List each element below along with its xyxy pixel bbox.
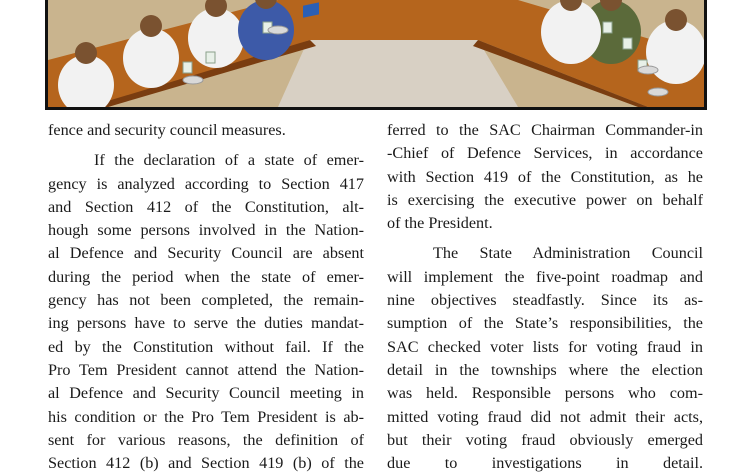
text-line: is exercising the executive power on behalf [387, 190, 703, 209]
text-line: but their voting fraud obviously emerged [387, 430, 703, 449]
text-line: due to investigations in detail. [387, 454, 703, 473]
text-line: and Section 412 of the Constitution, alt- [48, 197, 364, 216]
photo-person-right-head [665, 9, 687, 31]
photo-cup [183, 62, 192, 73]
paragraph-sac-roadmap [387, 242, 703, 475]
paragraph-continuation [48, 119, 364, 142]
text-line: Pro Tem President cannot attend the Nation- [48, 360, 364, 379]
photo-cup [623, 38, 632, 49]
text-line: sumption of the State’s responsibilities, the [387, 314, 703, 333]
text-line: was held. Responsible persons who com- [387, 384, 703, 403]
meeting-photo-icon [48, 0, 704, 107]
text-line: gency has not been completed, the remain- [48, 291, 364, 310]
right-column [387, 119, 703, 475]
text-line: ferred to the SAC Chairman Commander-in [387, 121, 703, 139]
text-line: al Defence and Security Council are absent [48, 244, 364, 263]
text-line: fence and security council measures. [48, 121, 286, 139]
text-line: his condition or the Pro Tem President is ab- [48, 407, 364, 426]
text-line: mitted voting fraud did not admit their acts, [387, 407, 703, 426]
text-line: sent for various reasons, the definition of [48, 430, 364, 449]
photo-person-left-head [75, 42, 97, 64]
text-line: with Section 419 of the Constitution, as he [387, 167, 703, 186]
photo-microphone-base [183, 76, 203, 84]
text-line: hough some persons involved in the Nation- [48, 221, 364, 240]
text-line: If the declaration of a state of emer- [94, 151, 364, 170]
text-line: nine objectives steadfastly. Since its as- [387, 291, 703, 310]
text-line: gency is analyzed according to Section 417 [48, 174, 364, 193]
photo-floor [278, 40, 518, 107]
paragraph-referral [387, 119, 703, 235]
photo-cup [603, 22, 612, 33]
photo-cup [206, 52, 215, 63]
photo-microphone-base [268, 26, 288, 34]
text-line: SAC checked voter lists for voting fraud in [387, 337, 703, 356]
paragraph-state-of-emergency [48, 149, 364, 475]
photo-microphone-base [648, 88, 668, 96]
text-line: will implement the five-point roadmap and [387, 267, 703, 286]
text-line: ing persons have to serve the duties mandat- [48, 314, 364, 333]
text-line: during the period when the state of emer- [48, 267, 364, 286]
text-line: al Defence and Security Council meeting in [48, 384, 364, 403]
photo-table-far [310, 0, 478, 40]
meeting-photo [45, 0, 707, 110]
photo-microphone-base [638, 66, 658, 74]
left-column [48, 119, 364, 475]
text-line: detail in the townships where the election [387, 360, 703, 379]
text-line: ed by the Constitution without fail. If the [48, 337, 364, 356]
text-line: The State Administration Council [433, 244, 703, 263]
text-line: Section 412 (b) and Section 419 (b) of the [48, 454, 364, 473]
text-line: of the President. [387, 214, 493, 233]
text-line: -Chief of Defence Services, in accordance [387, 144, 703, 163]
photo-person-left-head [140, 15, 162, 37]
